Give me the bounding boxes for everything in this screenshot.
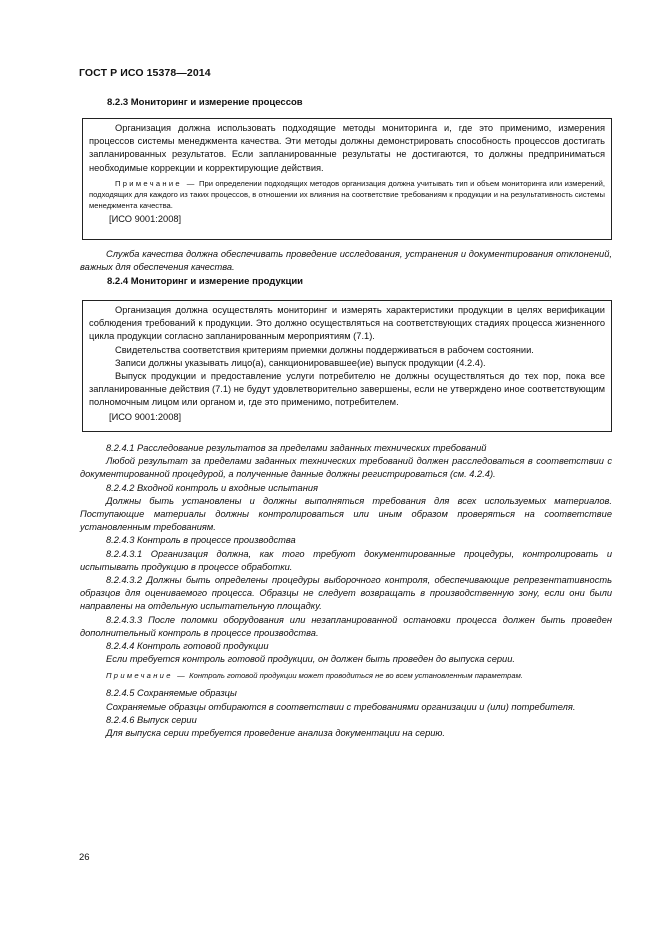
requirement-box-8-2-3: [82, 118, 612, 240]
section-8-2-3-comment: [80, 248, 612, 274]
box-paragraph: Организация должна осуществлять мониторинг и измерять характеристики продукции в целях верификации соблюдения требований к продукции. Это должно осуществляться на соответствующих стадиях процесса жизненного цикла продукции согласно запланированным мероприятиям (7.1).: [89, 305, 605, 342]
quality-service-paragraph: Служба качества должна обеспечивать проведение исследования, устранения и документирования отклонений, важных для обеспечения качества.: [80, 249, 612, 273]
paragraph: Должны быть установлены и должны выполняться требования для всех используемых материалов. Поступающие материалы должны контролироваться или иным образом проверяться на соответствие установленным требованиям.: [80, 495, 612, 533]
box-paragraph: Свидетельства соответствия критериям приемки должны поддерживаться в рабочем состоянии.: [115, 344, 534, 355]
subheading-8-2-4-1: 8.2.4.1 Расследование результатов за пределами заданных технических требований: [106, 443, 487, 453]
subheading-8-2-4-2: 8.2.4.2 Входной контроль и входные испытания: [106, 482, 318, 493]
subheading-8-2-4-5: 8.2.4.5 Сохраняемые образцы: [106, 688, 237, 699]
paragraph-8-2-4-3-2: 8.2.4.3.2 Должны быть определены процедуры выборочного контроля, обеспечивающие репрезентативность образцов для оцениваемого процесса. Образцы не следует возвращать в производственную зону, если они были направлены на отдельную испытательную площадку.: [80, 575, 612, 612]
note-label: Примечание —: [115, 178, 197, 188]
note: [80, 670, 612, 681]
paragraph: Любой результат за пределами заданных технических требований должен расследоваться в соответствии с документированной процедурой, а полученные данные должны регистрироваться (см. 4.2.4).: [80, 456, 612, 480]
paragraph-8-2-4-3-1: 8.2.4.3.1 Организация должна, как того требуют документированные процедуры, контролировать и испытывать продукцию в процессе обработки.: [80, 548, 612, 572]
note-label: Примечание —: [106, 671, 188, 681]
heading-8-2-4: 8.2.4 Мониторинг и измерение продукции: [107, 276, 303, 287]
subheading-8-2-4-4: 8.2.4.4 Контроль готовой продукции: [106, 641, 269, 652]
note: [89, 178, 605, 211]
paragraph: Сохраняемые образцы отбираются в соответствии с требованиями организации и (или) потребителя.: [106, 701, 576, 712]
subsections-8-2-4: [80, 442, 612, 740]
document-header: ГОСТ Р ИСО 15378—2014: [79, 67, 211, 79]
note-text: Контроль готовой продукции может проводиться не во всем установленным параметрам.: [187, 671, 523, 681]
paragraph-8-2-4-3-3: 8.2.4.3.3 После поломки оборудования или незапланированной остановки процесса должен быть проведен дополнительный контроль в процессе производства.: [80, 614, 612, 638]
source-reference: [ИСО 9001:2008]: [109, 213, 182, 224]
subheading-8-2-4-3: 8.2.4.3 Контроль в процессе производства: [106, 535, 296, 546]
paragraph: Для выпуска серии требуется проведение анализа документации на серию.: [106, 728, 445, 739]
note-text: При определении подходящих методов организация должна учитывать тип и объем мониторинга или измерений, подходящих для каждого из таких процессов, в отношении их влияния на соответствие требованиям к продукции и на результативность системы менеджмента качества.: [89, 178, 605, 210]
box-paragraph: Организация должна использовать подходящие методы мониторинга и, где это применимо, измерения процессов системы менеджмента качества. Эти методы должны демонстрировать способность процессов достигать запланированных результатов. Если запланированные результаты не достигаются, то должны предприниматься необходимые коррекции и корректирующие действия.: [89, 123, 605, 173]
subheading-8-2-4-6: 8.2.4.6 Выпуск серии: [106, 714, 197, 725]
paragraph: Если требуется контроль готовой продукции, он должен быть проведен до выпуска серии.: [106, 654, 515, 665]
heading-8-2-3: 8.2.3 Мониторинг и измерение процессов: [107, 97, 303, 108]
box-paragraph: Записи должны указывать лицо(а), санкционировавшее(ие) выпуск продукции (4.2.4).: [115, 357, 486, 368]
requirement-box-8-2-4: [82, 300, 612, 432]
box-paragraph: Выпуск продукции и предоставление услуги потребителю не должны осуществляться до тех пор, пока все запланированные действия (7.1) не будут удовлетворительно завершены, если не утверждено иное соответствующим полномочным лицом или органом и, где это применимо, потребителем.: [89, 371, 605, 408]
page-number: 26: [79, 852, 90, 863]
source-reference: [ИСО 9001:2008]: [109, 411, 182, 422]
